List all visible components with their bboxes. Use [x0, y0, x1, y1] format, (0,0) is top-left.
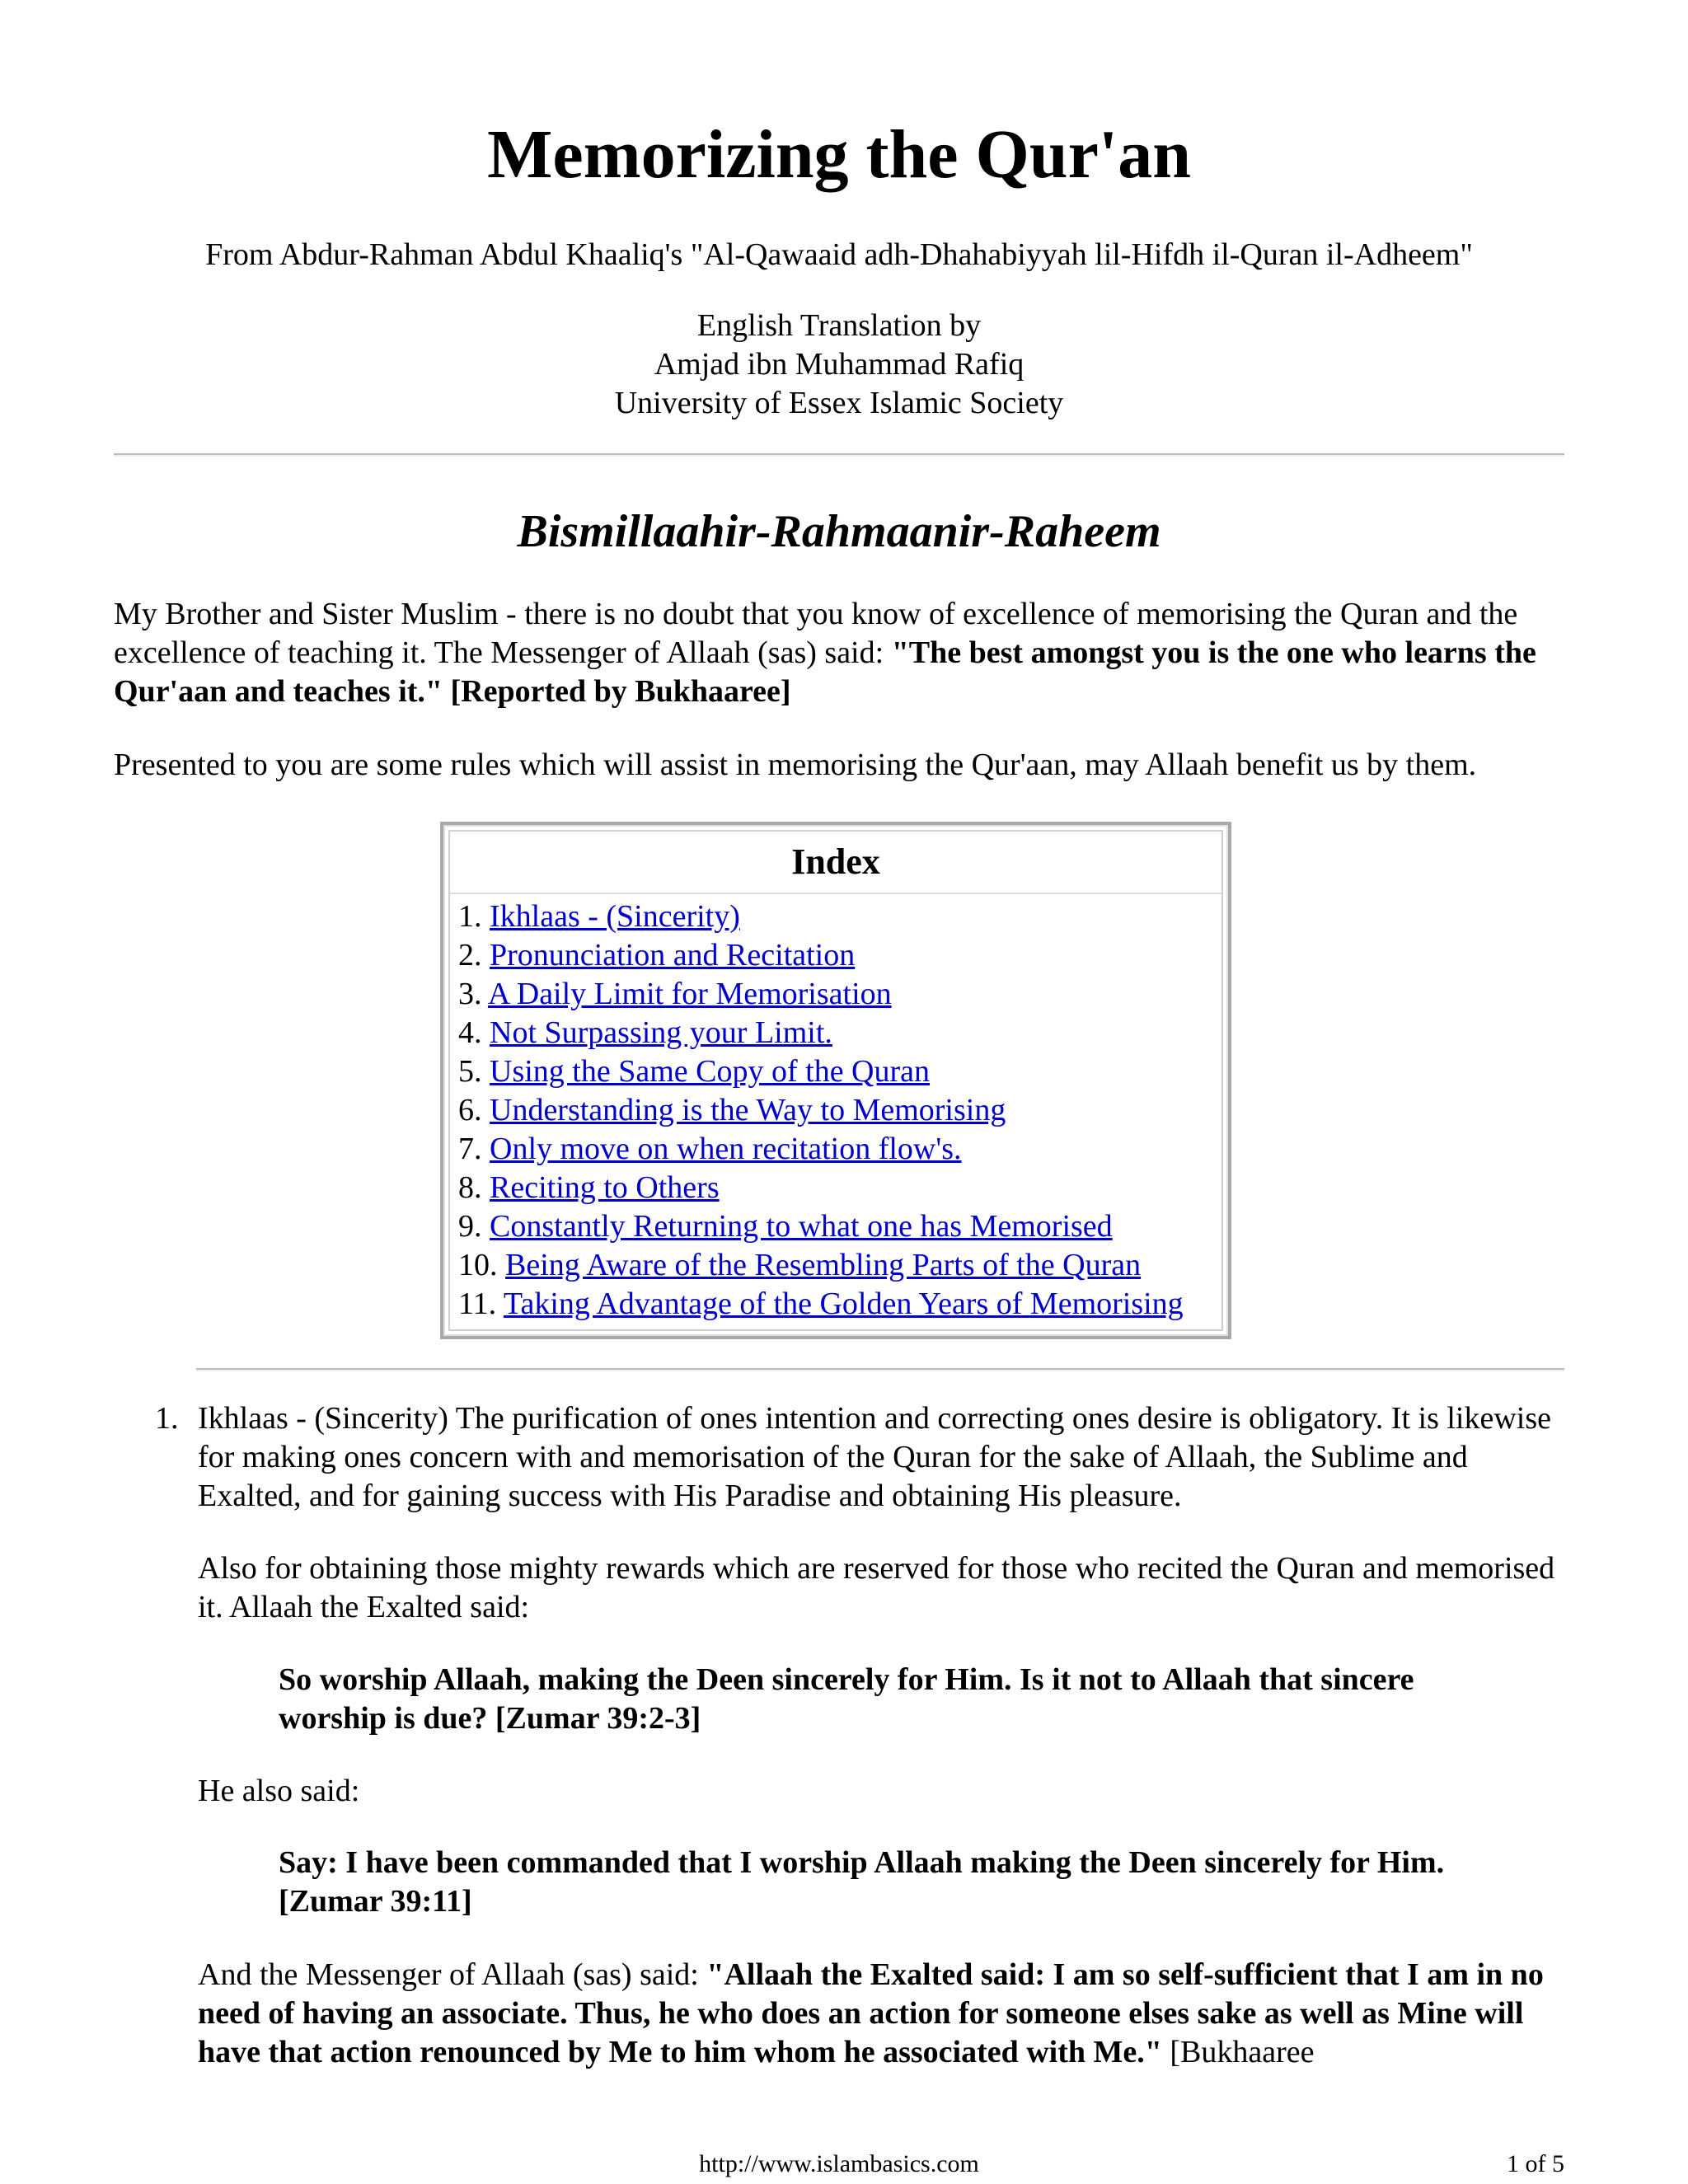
- intro-paragraph-2: Presented to you are some rules which will assist in memorising the Qur'aan, may Allaah benefit us by them.: [114, 748, 1477, 782]
- index-item: [458, 1091, 1184, 1130]
- index-table-inner: [448, 830, 1223, 1331]
- index-item: [458, 1052, 1184, 1091]
- section-1-paragraph-4: [198, 1956, 1564, 2072]
- index-item-number: 7.: [458, 1132, 482, 1166]
- index-item-number: 5.: [458, 1054, 482, 1089]
- hadith-intro: And the Messenger of Allaah (sas) said:: [198, 1957, 707, 1992]
- index-item-number: 4.: [458, 1015, 482, 1050]
- section-1-paragraph-3: He also said:: [198, 1774, 360, 1808]
- translation-credits: [114, 307, 1564, 423]
- index-title: Index: [791, 841, 880, 882]
- section-1-paragraph-2: Also for obtaining those mighty rewards which are reserved for those who recited the Quran and memorised it. Allaah the Exalted said:: [198, 1551, 1555, 1624]
- index-link[interactable]: Understanding is the Way to Memorising: [490, 1093, 1006, 1127]
- index-item: [458, 898, 1184, 936]
- index-item: [458, 936, 1184, 975]
- page-title: Memorizing the Qur'an: [487, 116, 1191, 193]
- index-item: [458, 1130, 1184, 1169]
- index-item-number: 3.: [458, 977, 482, 1011]
- index-item-number: 1.: [458, 899, 482, 934]
- index-link[interactable]: A Daily Limit for Memorisation: [487, 977, 892, 1011]
- index-item-number: 2.: [458, 938, 482, 972]
- quran-quote-2: Say: I have been commanded that I worship Allaah making the Deen sincerely for Him. [Zumar 39:11]: [279, 1845, 1445, 1919]
- index-link[interactable]: Pronunciation and Recitation: [490, 938, 856, 972]
- index-link[interactable]: Not Surpassing your Limit.: [490, 1015, 832, 1050]
- index-link[interactable]: Using the Same Copy of the Quran: [490, 1054, 931, 1089]
- intro-text: My Brother and Sister Muslim - there is no doubt that you know of excellence of memorising the Quran and the excellence of teaching it. The Messenger of Allaah (sas) said:: [114, 597, 1518, 670]
- index-divider: [450, 893, 1221, 894]
- index-link[interactable]: Ikhlaas - (Sincerity): [490, 899, 740, 934]
- section-1-paragraph-1: Ikhlaas - (Sincerity) The purification of ones intention and correcting ones desire is obligatory. It is likewise for making ones concern with and memorisation of the Quran for the sake of Allaah, the Sublime and Exalted, and for gaining success with His Paradise and obtaining His pleasure.: [198, 1401, 1551, 1513]
- index-item: [458, 1014, 1184, 1052]
- section-divider: [196, 1368, 1564, 1371]
- index-link[interactable]: Taking Advantage of the Golden Years of Memorising: [503, 1286, 1184, 1321]
- credits-line-3: University of Essex Islamic Society: [614, 386, 1064, 420]
- quran-quote-1: So worship Allaah, making the Deen sincerely for Him. Is it not to Allaah that sincere worship is due? [Zumar 39:2-3]: [279, 1662, 1414, 1736]
- index-link[interactable]: Reciting to Others: [490, 1170, 720, 1205]
- index-table: [440, 822, 1231, 1339]
- horizontal-divider: [114, 453, 1564, 457]
- hadith-quote: "The best amongst you is the one who learns the Qur'aan and teaches it." [Reported by Bukhaaree]: [114, 635, 1536, 709]
- index-item-number: 6.: [458, 1093, 482, 1127]
- index-item-number: 11.: [458, 1286, 497, 1321]
- footer-url: http://www.islambasics.com: [699, 2150, 979, 2177]
- intro-paragraph-1: [114, 595, 1564, 711]
- index-item-number: 8.: [458, 1170, 482, 1205]
- page-number: 1 of 5: [1507, 2150, 1564, 2177]
- index-item: [458, 1207, 1184, 1246]
- credits-line-1: English Translation by: [696, 308, 982, 343]
- index-item-number: 9.: [458, 1209, 482, 1244]
- source-citation: From Abdur-Rahman Abdul Khaaliq's "Al-Qawaaid adh-Dhahabiyyah lil-Hifdh il-Quran il-Adheem": [205, 237, 1473, 272]
- index-link[interactable]: Being Aware of the Resembling Parts of the Quran: [505, 1248, 1142, 1282]
- index-item-number: 10.: [458, 1248, 498, 1282]
- index-item: [458, 1169, 1184, 1207]
- credits-line-2: Amjad ibn Muhammad Rafiq: [654, 347, 1025, 382]
- index-item: [458, 1285, 1184, 1324]
- index-list: [458, 898, 1184, 1324]
- hadith-reference: [Bukhaaree: [1161, 2035, 1315, 2069]
- hadith-qudsi-quote: "Allaah the Exalted said: I am so self-sufficient that I am in no need of having an associate. Thus, he who does an action for someone elses sake as well as Mine will have that action renounced by Me to him whom he associated with Me.": [198, 1957, 1544, 2069]
- index-item: [458, 1246, 1184, 1285]
- index-item: [458, 975, 1184, 1014]
- index-link[interactable]: Constantly Returning to what one has Memorised: [490, 1209, 1113, 1244]
- section-number: 1.: [155, 1401, 179, 1436]
- bismillah-heading: Bismillaahir-Rahmaanir-Raheem: [517, 506, 1161, 557]
- index-link[interactable]: Only move on when recitation flow's.: [490, 1132, 962, 1166]
